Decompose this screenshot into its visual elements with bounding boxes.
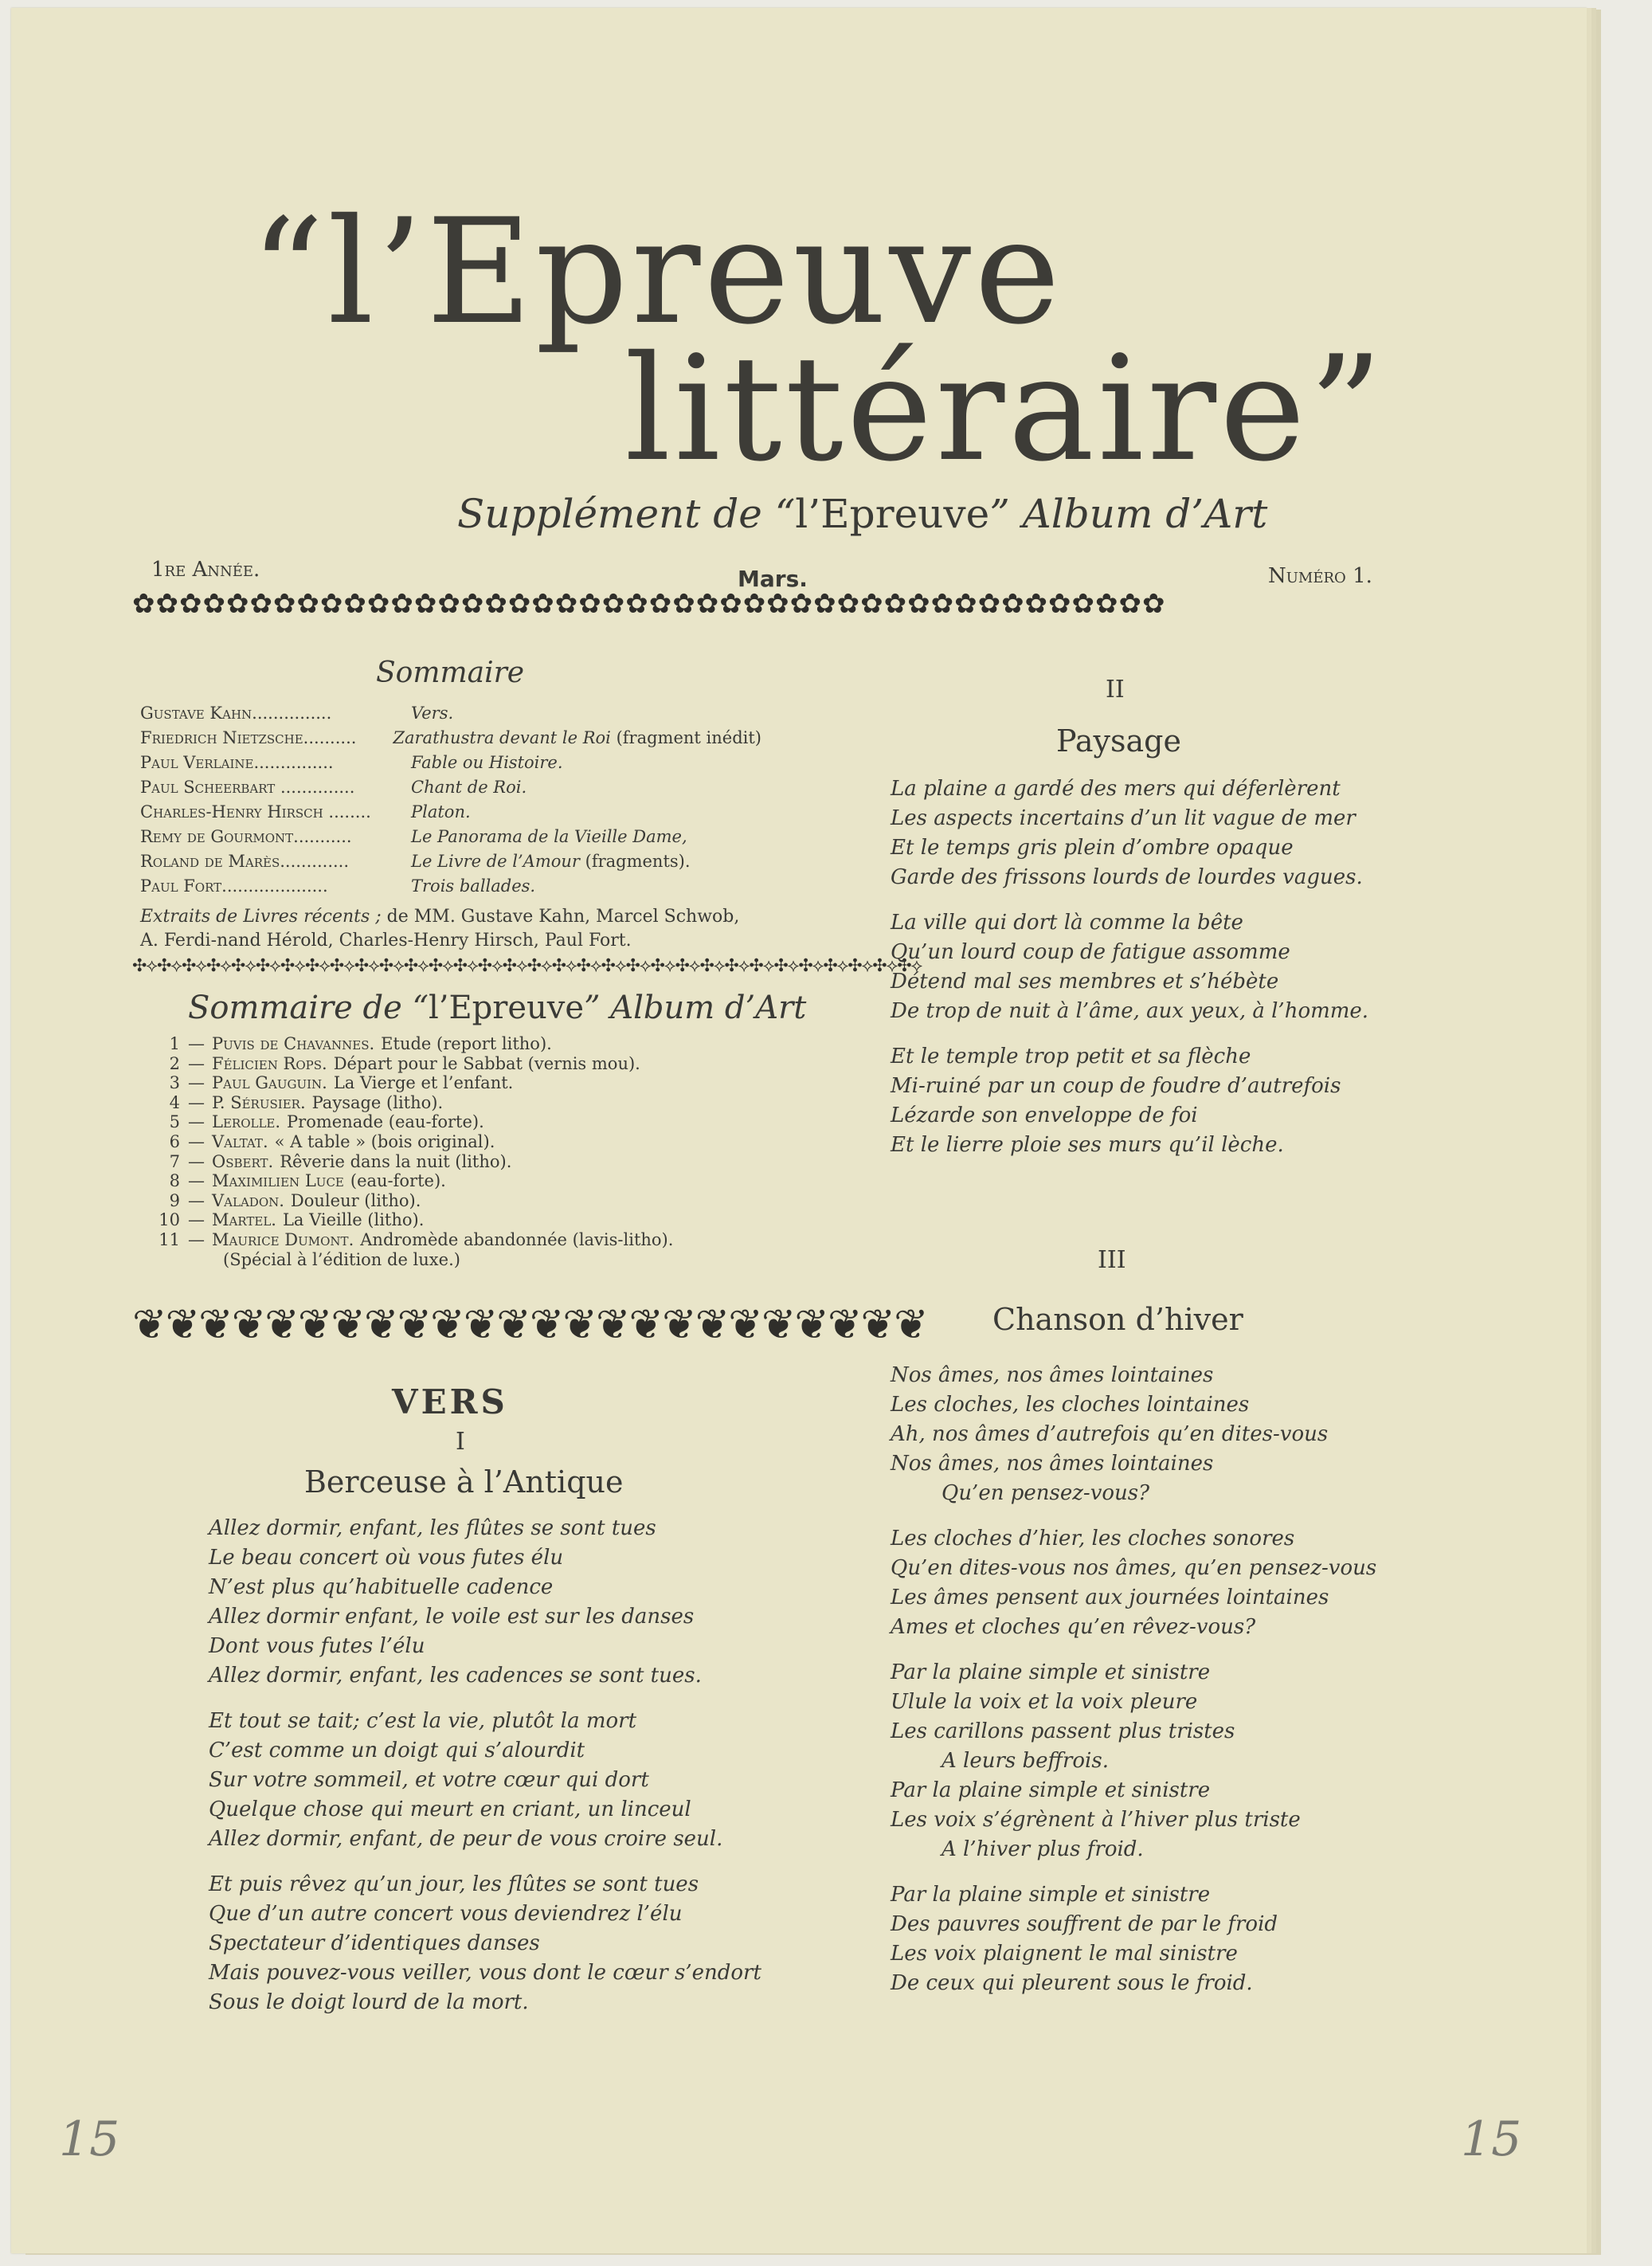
poem2-title: Paysage: [1056, 723, 1181, 759]
poem-stanza: [891, 1361, 1376, 1508]
album-sommaire-title: [188, 990, 806, 1026]
poem-line: N’est plus qu’habituelle cadence: [209, 1575, 554, 1599]
pencil-mark-right: 15: [1461, 2111, 1522, 2167]
poem-line: Par la plaine simple et sinistre: [891, 1660, 1211, 1684]
album-dash: —: [188, 1229, 205, 1249]
poem-line: De ceux qui pleurent sous le froid.: [891, 1971, 1253, 1995]
page-sheet: [11, 8, 1587, 2253]
sommaire-work-title: Chant de Roi.: [411, 778, 527, 797]
album-dash: —: [188, 1171, 205, 1191]
album-dash: —: [188, 1151, 205, 1171]
album-dash: —: [188, 1092, 205, 1112]
sommaire-row: [140, 701, 761, 726]
album-work: Départ pour le Sabbat (vernis mou).: [333, 1053, 640, 1073]
sommaire-work-note: (fragment inédit): [610, 728, 761, 747]
sommaire-row: [140, 751, 761, 775]
sommaire-work-title: Trois ballades.: [411, 876, 536, 896]
album-artist: Osbert.: [212, 1151, 274, 1171]
poem-line: Allez dormir enfant, le voile est sur les danses: [209, 1605, 695, 1629]
poem-stanza: [209, 1707, 761, 1854]
poem-line: Les cloches d’hier, les cloches sonores: [891, 1527, 1295, 1551]
poem-line: C’est comme un doigt qui s’alourdit: [209, 1739, 585, 1762]
issue-number: Numéro 1.: [1268, 564, 1372, 588]
album-row: [150, 1171, 771, 1191]
album-artist: Valadon.: [212, 1190, 284, 1210]
year-label: 1re Année.: [151, 558, 260, 582]
poem-line: Et tout se tait; c’est la vie, plutôt la mort: [209, 1709, 637, 1733]
poem-line: Mi-ruiné par un coup de foudre d’autrefois: [891, 1074, 1341, 1098]
sommaire-work-title: Le Livre de l’Amour: [411, 852, 580, 871]
journal-title-line1: “l’Epreuve: [250, 187, 1063, 356]
poem-line: Et le temple trop petit et sa flèche: [891, 1045, 1251, 1068]
album-number: 7: [169, 1151, 180, 1171]
vers-heading: VERS: [392, 1382, 508, 1421]
ornament-band-top: ✿✿✿✿✿✿✿✿✿✿✿✿✿✿✿✿✿✿✿✿✿✿✿✿✿✿✿✿✿✿✿✿✿✿✿✿✿✿✿✿✿✿✿✿: [132, 588, 1166, 620]
poem3-title: Chanson d’hiver: [992, 1302, 1243, 1337]
album-artist: Félicien Rops.: [212, 1053, 327, 1073]
poem-line: Garde des frissons lourds de lourdes vagues.: [891, 865, 1363, 889]
poem-line: Les voix plaignent le mal sinistre: [891, 1942, 1238, 1966]
sommaire-work: [411, 775, 527, 800]
subtitle-part-b: l’Epreuve: [795, 491, 990, 537]
journal-title-line2: littéraire”: [624, 324, 1386, 493]
album-work: Promenade (eau-forte).: [287, 1112, 484, 1132]
sommaire-work-title: Fable ou Histoire.: [411, 753, 563, 772]
poem-line: Les âmes pensent aux journées lointaines: [891, 1586, 1329, 1609]
poem-line: Dont vous futes l’élu: [209, 1634, 425, 1658]
album-artist: Maximilien Luce: [212, 1171, 344, 1191]
album-artist: Paul Gauguin.: [212, 1073, 327, 1093]
sommaire-work-title: Platon.: [411, 802, 471, 821]
extraits-label: Extraits de Livres récents ;: [140, 907, 382, 927]
album-number: 11: [159, 1229, 180, 1249]
album-row: [150, 1112, 771, 1132]
poem-stanza: [891, 774, 1368, 892]
album-list: [150, 1034, 771, 1269]
poem-line: Qu’en dites-vous nos âmes, qu’en pensez-vous: [891, 1556, 1377, 1580]
poem2-number: II: [1106, 676, 1125, 704]
poem1-text: [209, 1514, 761, 2033]
album-work: Paysage (litho).: [311, 1092, 444, 1112]
sommaire-work: [411, 825, 687, 849]
album-row: [150, 1230, 771, 1250]
poem-line: Sous le doigt lourd de la mort.: [209, 1990, 529, 2014]
sommaire-work-title: Zarathustra devant le Roi: [393, 728, 611, 747]
poem-line: Des pauvres souffrent de par le froid: [891, 1912, 1278, 1936]
poem-line: De trop de nuit à l’âme, aux yeux, à l’homme.: [891, 999, 1369, 1023]
sommaire-author: Paul Fort....................: [140, 876, 328, 896]
subtitle-part-a: Supplément de “: [457, 491, 796, 537]
album-title-b: l’Epreuve: [428, 990, 585, 1026]
poem-line: Nos âmes, nos âmes lointaines: [891, 1452, 1214, 1476]
album-row: [150, 1210, 771, 1230]
sommaire-title: Sommaire: [376, 657, 525, 689]
poem-stanza: [891, 1658, 1376, 1864]
subtitle: [457, 491, 1267, 537]
album-work: Etude (report litho).: [381, 1034, 552, 1053]
sommaire-row: [140, 775, 761, 800]
album-work: Andromède abandonnée (lavis-litho).: [360, 1229, 674, 1249]
sommaire-work-title: Le Panorama de la Vieille Dame,: [411, 827, 687, 846]
sommaire-list: [140, 701, 761, 899]
sommaire-row: [140, 800, 761, 825]
poem-stanza: [209, 1514, 761, 1691]
album-row: [150, 1132, 771, 1152]
album-number: 10: [159, 1210, 180, 1230]
ornament-rule-small: ✣⟡✣⟡✣⟡✣⟡✣⟡✣⟡✣⟡✣⟡✣⟡✣⟡✣⟡✣⟡✣⟡✣⟡✣⟡✣⟡✣⟡✣⟡✣⟡✣⟡✣⟡✣⟡✣⟡✣⟡✣⟡✣⟡✣⟡✣⟡✣⟡✣⟡✣⟡✣⟡: [132, 956, 922, 976]
album-artist: Martel.: [212, 1210, 276, 1230]
poem-line: Et le temps gris plein d’ombre opaque: [891, 836, 1294, 860]
poem-line: Qu’en pensez-vous?: [941, 1481, 1150, 1505]
poem-line: Nos âmes, nos âmes lointaines: [891, 1363, 1214, 1387]
album-row: [150, 1054, 771, 1074]
poem1-title: Berceuse à l’Antique: [304, 1464, 624, 1500]
sommaire-work: [411, 874, 535, 899]
extraits-text: de MM. Gustave Kahn, Marcel Schwob, A. Ferdi-nand Hérold, Charles-Henry Hirsch, Paul Fort.: [140, 907, 740, 951]
sommaire-work-title: Vers.: [411, 704, 454, 723]
floral-ornament-band: ❦❦❦❦❦❦❦❦❦❦❦❦❦❦❦❦❦❦❦❦❦❦❦❦: [132, 1301, 927, 1349]
sommaire-row: [140, 825, 761, 849]
album-artist: Lerolle.: [212, 1112, 281, 1132]
poem-line: La plaine a gardé des mers qui déferlèrent: [891, 777, 1341, 801]
poem-line: Allez dormir, enfant, les cadences se sont tues.: [209, 1664, 702, 1688]
poem-line: Que d’un autre concert vous deviendrez l’élu: [209, 1902, 683, 1926]
poem-line: Ulule la voix et la voix pleure: [891, 1690, 1198, 1714]
poem-line: Allez dormir, enfant, de peur de vous croire seul.: [209, 1827, 723, 1851]
poem-line: Mais pouvez-vous veiller, vous dont le cœur s’endort: [209, 1961, 761, 1985]
album-dash: —: [188, 1131, 205, 1151]
poem-line: La ville qui dort là comme la bête: [891, 911, 1243, 935]
album-work: (eau-forte).: [350, 1171, 446, 1191]
sommaire-author: Paul Scheerbart ..............: [140, 778, 355, 797]
album-luxe-note: (Spécial à l’édition de luxe.): [223, 1249, 460, 1269]
sommaire-work: [393, 726, 761, 751]
album-title-c: ” Album d’Art: [584, 990, 807, 1026]
album-dash: —: [188, 1112, 205, 1132]
album-work: Rêverie dans la nuit (litho).: [280, 1151, 512, 1171]
poem3-text: [891, 1361, 1376, 2014]
sommaire-work: [411, 751, 563, 775]
poem-line: Détend mal ses membres et s’hébète: [891, 970, 1279, 994]
album-number: 1: [169, 1034, 180, 1053]
sommaire-author: Charles-Henry Hirsch ........: [140, 802, 371, 821]
sommaire-work-note: (fragments).: [579, 852, 691, 871]
sommaire-work: [411, 849, 691, 874]
album-number: 4: [169, 1092, 180, 1112]
poem-line: Lézarde son enveloppe de foi: [891, 1104, 1198, 1127]
album-work: « A table » (bois original).: [274, 1131, 495, 1151]
poem-line: Allez dormir, enfant, les flûtes se sont tues: [209, 1516, 656, 1540]
sommaire-author: Friedrich Nietzsche..........: [140, 728, 357, 747]
poem-line: Ames et cloches qu’en rêvez-vous?: [891, 1615, 1256, 1639]
poem-line: A l’hiver plus froid.: [941, 1837, 1144, 1861]
sommaire-row: [140, 849, 761, 874]
sommaire-work: [411, 701, 453, 726]
album-artist: Maurice Dumont.: [212, 1229, 354, 1249]
poem-line: A leurs beffrois.: [941, 1749, 1109, 1773]
album-number: 9: [169, 1190, 180, 1210]
poem-line: Par la plaine simple et sinistre: [891, 1778, 1211, 1802]
poem-stanza: [891, 1880, 1376, 1998]
poem-line: Et puis rêvez qu’un jour, les flûtes se sont tues: [209, 1872, 699, 1896]
sommaire-author: Remy de Gourmont...........: [140, 827, 352, 846]
poem-line: Les voix s’égrènent à l’hiver plus triste: [891, 1808, 1301, 1832]
sommaire-author: Roland de Marès.............: [140, 852, 350, 871]
sommaire-author: Paul Verlaine...............: [140, 753, 334, 772]
album-number: 2: [169, 1053, 180, 1073]
poem2-text: [891, 774, 1368, 1176]
album-work: Douleur (litho).: [290, 1190, 421, 1210]
sommaire-row: [140, 726, 761, 751]
poem-stanza: [209, 1870, 761, 2017]
poem-line: Spectateur d’identiques danses: [209, 1931, 540, 1955]
subtitle-part-c: ” Album d’Art: [989, 491, 1268, 537]
album-dash: —: [188, 1190, 205, 1210]
poem-stanza: [891, 1042, 1368, 1160]
sommaire-row: [140, 874, 761, 899]
album-work: La Vierge et l’enfant.: [333, 1073, 514, 1093]
extraits-note: [140, 905, 754, 953]
pencil-mark-left: 15: [59, 2111, 120, 2167]
month-label: Mars.: [738, 566, 808, 592]
album-title-a: Sommaire de “: [188, 990, 429, 1026]
sommaire-work: [411, 800, 471, 825]
album-artist: Valtat.: [212, 1131, 268, 1151]
album-dash: —: [188, 1073, 205, 1093]
poem-line: Qu’un lourd coup de fatigue assomme: [891, 940, 1290, 964]
album-artist: Puvis de Chavannes.: [212, 1034, 375, 1053]
album-row: [150, 1034, 771, 1054]
album-row: [150, 1073, 771, 1093]
poem-line: Par la plaine simple et sinistre: [891, 1883, 1211, 1907]
album-number: 5: [169, 1112, 180, 1132]
album-work: La Vieille (litho).: [282, 1210, 425, 1230]
album-number: 3: [169, 1073, 180, 1093]
sommaire-author: Gustave Kahn...............: [140, 704, 332, 723]
poem3-number: III: [1098, 1246, 1126, 1274]
album-row: [150, 1152, 771, 1172]
album-dash: —: [188, 1053, 205, 1073]
poem1-number: I: [456, 1428, 465, 1456]
poem-line: Quelque chose qui meurt en criant, un linceul: [209, 1798, 691, 1821]
album-row: [150, 1191, 771, 1211]
poem-stanza: [891, 908, 1368, 1026]
poem-line: Les cloches, les cloches lointaines: [891, 1393, 1250, 1417]
poem-line: Ah, nos âmes d’autrefois qu’en dites-vous: [891, 1422, 1329, 1446]
poem-stanza: [891, 1524, 1376, 1642]
poem-line: Le beau concert où vous futes élu: [209, 1546, 564, 1570]
album-row: [150, 1093, 771, 1113]
album-number: 6: [169, 1131, 180, 1151]
album-dash: —: [188, 1210, 205, 1230]
poem-line: Et le lierre ploie ses murs qu’il lèche.: [891, 1133, 1284, 1157]
poem-line: Les aspects incertains d’un lit vague de mer: [891, 806, 1356, 830]
poem-line: Sur votre sommeil, et votre cœur qui dort: [209, 1768, 649, 1792]
album-dash: —: [188, 1034, 205, 1053]
album-artist: P. Sérusier.: [212, 1092, 306, 1112]
album-number: 8: [169, 1171, 180, 1191]
poem-line: Les carillons passent plus tristes: [891, 1719, 1235, 1743]
